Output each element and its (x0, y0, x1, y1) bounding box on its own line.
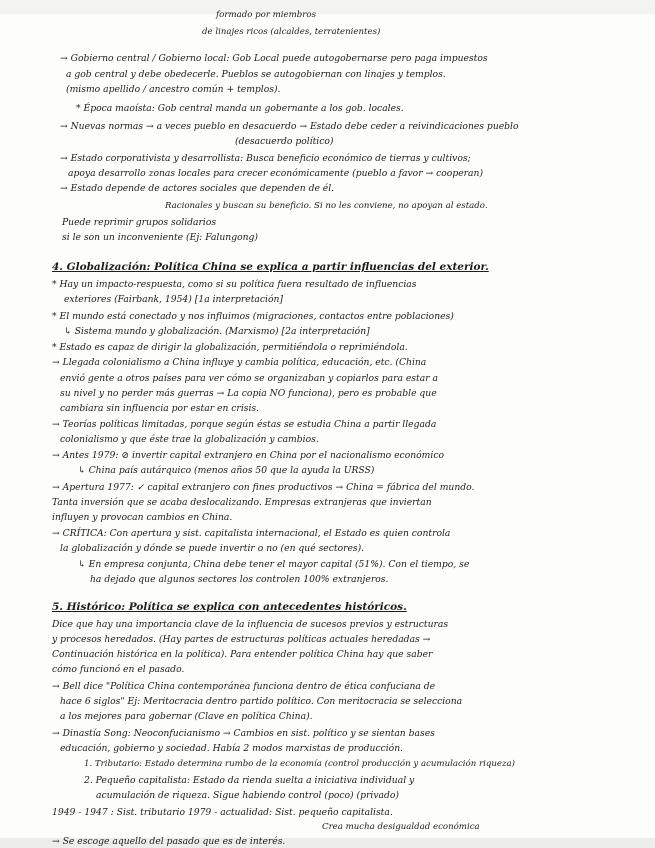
note-line: → Nuevas normas → a veces pueblo en desacuerdo → Estado debe ceder a reivindicaciones pueblo (60, 121, 519, 132)
note-line: hace 6 siglos" Ej: Meritocracia dentro partido político. Con meritocracia se selecciona (60, 696, 463, 707)
note-line: si le son un inconveniente (Ej: Falungong) (62, 232, 258, 243)
section-heading: 4. Globalización: Política China se explica a partir influencias del exterior. (52, 261, 489, 273)
note-line: ↳ China país autárquico (menos años 50 que la ayuda la URSS) (78, 465, 375, 476)
note-line: → Estado corporativista y desarrollista: Busca beneficio económico de tierras y cultivos; (60, 153, 471, 164)
note-line: de linajes ricos (alcaldes, terratenientes) (202, 27, 381, 37)
note-line: * Hay un impacto-respuesta, como si su política fuera resultado de influencias (52, 279, 417, 290)
note-line: a los mejores para gobernar (Clave en política China). (60, 711, 313, 722)
note-line: exteriores (Fairbank, 1954) [1a interpretación] (64, 294, 283, 305)
note-line: * Estado es capaz de dirigir la globalización, permitiéndola o reprimiéndola. (52, 342, 408, 353)
note-line: → Llegada colonialismo a China influye y cambia política, educación, etc. (China (52, 357, 427, 368)
note-line: → Antes 1979: ⊘ invertir capital extranjero en China por el nacionalismo económico (52, 450, 445, 461)
note-line: Crea mucha desigualdad económica (322, 822, 480, 832)
note-line: y procesos heredados. (Hay partes de estructuras políticas actuales heredadas → (52, 634, 431, 645)
note-line: Continuación histórica en la política). Para entender política China hay que saber (52, 649, 433, 660)
scan-top-edge (0, 0, 655, 14)
note-line: apoya desarrollo zonas locales para crecer económicamente (pueblo a favor → cooperan) (68, 168, 484, 179)
note-line: 1949 - 1947 : Sist. tributario 1979 - actualidad: Sist. pequeño capitalista. (52, 807, 393, 818)
note-line: educación, gobierno y sociedad. Había 2 modos marxistas de producción. (60, 743, 404, 754)
note-line: → Teorías políticas limitadas, porque según éstas se estudia China a partir llegada (52, 419, 437, 430)
note-line: * Época maoísta: Gob central manda un gobernante a los gob. locales. (76, 103, 404, 114)
note-line: → Gobierno central / Gobierno local: Gob Local puede autogobernarse pero paga impuestos (60, 53, 488, 64)
section-heading: 5. Histórico: Política se explica con antecedentes históricos. (52, 601, 407, 613)
note-line: → CRÍTICA: Con apertura y sist. capitalista internacional, el Estado es quien controla (52, 528, 451, 539)
note-line: Racionales y buscan su beneficio. Si no les conviene, no apoyan al estado. (165, 201, 488, 211)
note-line: → Apertura 1977: ✓ capital extranjero con fines productivos → China = fábrica del mundo. (52, 482, 475, 493)
note-line: 1. Tributario: Estado determina rumbo de la economía (control producción y acumulación riqueza) (84, 759, 515, 769)
note-line: Tanta inversión que se acaba deslocalizando. Empresas extranjeras que inviertan (52, 497, 432, 508)
note-line: 2. Pequeño capitalista: Estado da rienda suelta a iniciativa individual y (84, 775, 415, 786)
note-line: formado por miembros (216, 10, 316, 20)
note-line: Puede reprimir grupos solidarios (62, 217, 217, 228)
note-line: → Dinastía Song: Neoconfucianismo → Cambios en sist. político y se sientan bases (52, 728, 435, 739)
note-line: la globalización y dónde se puede invertir o no (en qué sectores). (60, 543, 365, 554)
note-line: cómo funcionó en el pasado. (52, 664, 185, 675)
note-line: → Se escoge aquello del pasado que es de interés. (52, 836, 286, 847)
note-line: envió gente a otros países para ver cómo se organizaban y copiarlos para estar a (60, 373, 438, 384)
note-line: * El mundo está conectado y nos influimos (migraciones, contactos entre poblaciones) (52, 311, 454, 322)
note-line: ↳ En empresa conjunta, China debe tener el mayor capital (51%). Con el tiempo, se (78, 559, 470, 570)
note-line: su nivel y no perder más guerras → La copia NO funciona), pero es probable que (60, 388, 437, 399)
note-line: (mismo apellido / ancestro común + templos). (66, 84, 281, 95)
note-line: (desacuerdo político) (235, 136, 334, 147)
note-line: a gob central y debe obedecerle. Pueblos se autogobiernan con linajes y templos. (66, 69, 446, 80)
note-line: acumulación de riqueza. Sigue habiendo control (poco) (privado) (96, 790, 399, 801)
note-line: → Estado depende de actores sociales que dependen de él. (60, 183, 335, 194)
note-line: Dice que hay una importancia clave de la influencia de sucesos previos y estructuras (52, 619, 449, 630)
note-line: colonialismo y que éste trae la globalización y cambios. (60, 434, 319, 445)
note-line: cambiara sin influencia por estar en crisis. (60, 403, 260, 414)
note-line: influyen y provocan cambios en China. (52, 512, 233, 523)
note-line: ha dejado que algunos sectores los controlen 100% extranjeros. (90, 574, 389, 585)
note-line: → Bell dice "Política China contemporánea funciona dentro de ética confuciana de (52, 681, 436, 692)
note-line: ↳ Sistema mundo y globalización. (Marxismo) [2a interpretación] (64, 326, 370, 337)
